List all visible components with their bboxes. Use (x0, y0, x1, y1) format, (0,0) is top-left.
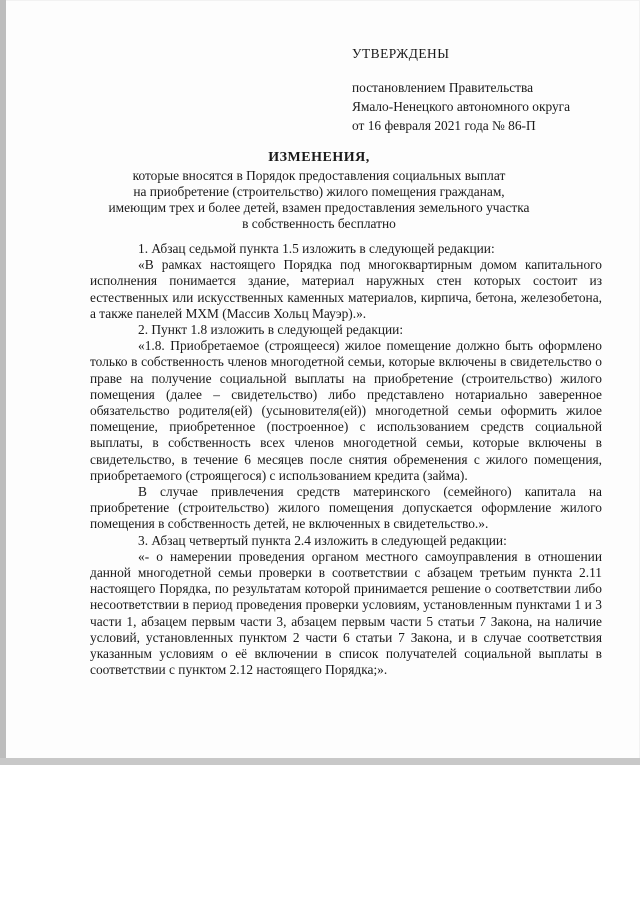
paragraph-quote-2-cont: В случае привлечения средств материнского (семейного) капитала на приобретение (строительство) жилого помещения допускается оформление жилого помещения в собственность детей, не включенных в свидетельство.». (90, 484, 602, 532)
scan-left-edge (0, 0, 6, 765)
paragraph-quote-3: «- о намерении проведения органом местного самоуправления в отношении данной многодетной семьи проверки в соответствии с абзацем третьим пункта 2.11 настоящего Порядка, по результатам которой принимается решение о соответствии либо несоответствии в период проведения проверки условиям, установленным пунктами 1 и 3 части 1, абзацем первым части 3, абзацем первым части 5 статьи 7 Закона, на наличие условий, установленных пунктом 2 части 6 статьи 7 Закона, и в случае соответствия указанным условиям о её включении в список получателей социальной выплаты в соответствии с пунктом 2.12 настоящего Порядка;». (90, 548, 602, 678)
approval-line: Ямало-Ненецкого автономного округа (352, 99, 571, 114)
document-body (90, 241, 602, 678)
approval-line: от 16 февраля 2021 года № 86-П (352, 118, 536, 133)
approval-line: постановлением Правительства (352, 80, 534, 95)
paragraph-quote-2: «1.8. Приобретаемое (строящееся) жилое помещение должно быть оформлено только в собственность членов многодетной семьи, которые включены в свидетельство о праве на получение социальной выплаты на приобретение (строительство) жилого помещения (далее – свидетельство) либо представлено нотариально заверенное обязательство родителя(ей) (усыновителя(ей)) многодетной семьи оформить жилое помещение, приобретенное (построенное) с использованием средств социальной выплаты, в собственность всех членов многодетной семьи, которые включены в свидетельство, в течение 6 месяцев после снятия обременения с жилого помещения, приобретаемого (строящегося) с использованием кредита (займа). (90, 338, 602, 483)
document-title: ИЗМЕНЕНИЯ, (268, 150, 370, 165)
paragraph-item-1: 1. Абзац седьмой пункта 1.5 изложить в следующей редакции: (138, 241, 495, 256)
subtitle-line: в собственность бесплатно (242, 216, 396, 231)
paragraph-item-3: 3. Абзац четвертый пункта 2.4 изложить в следующей редакции: (138, 532, 507, 548)
approval-title: УТВЕРЖДЕНЫ (352, 46, 450, 61)
paragraph-quote-1: «В рамках настоящего Порядка под многоквартирным домом капитального исполнения понимается здание, материал наружных стен которых состоит из естественных или искусственных каменных материалов, кирпича, бетона, железобетона, а также панелей МХМ (Массив Хольц Мауэр).». (90, 257, 602, 321)
paragraph-item-2: 2. Пункт 1.8 изложить в следующей редакции: (138, 322, 404, 338)
subtitle-line: имеющим трех и более детей, взамен предоставления земельного участка (108, 200, 530, 215)
subtitle-line: на приобретение (строительство) жилого помещения гражданам, (133, 184, 505, 199)
approval-block (352, 78, 622, 135)
subtitle-line: которые вносятся в Порядок предоставления социальных выплат (132, 168, 506, 183)
scan-bottom-edge (0, 758, 640, 765)
document-subtitle (104, 168, 534, 232)
